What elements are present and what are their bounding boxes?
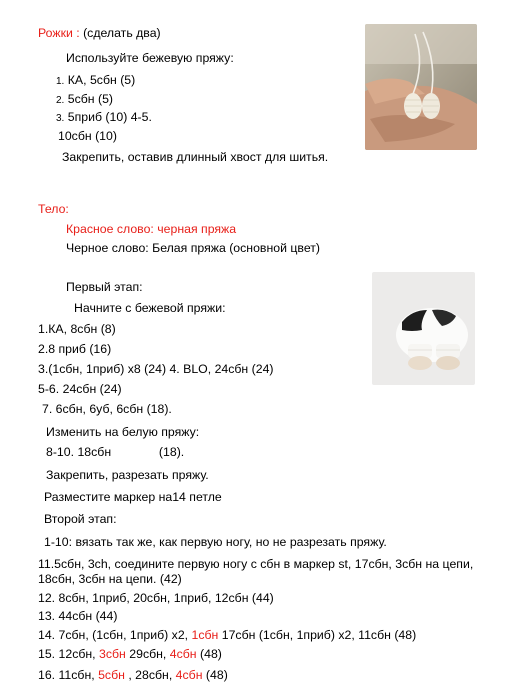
- pattern-row-11-line1: 11.5сбн, 3ch, соедините первую ногу с сбн в маркер st, 17сбн, 3сбн на цепи,: [38, 557, 474, 571]
- pattern-row-13: 13. 44сбн (44): [38, 609, 118, 623]
- row-16-part-black-yarn: 5сбн: [98, 668, 125, 682]
- row-15-part: 29сбн,: [125, 647, 170, 661]
- pattern-row: 7. 6сбн, 6уб, 6сбн (18).: [42, 402, 172, 416]
- legend-black-word: Черное слово: Белая пряжа (основной цвет): [66, 241, 320, 255]
- row-16-part-black-yarn: 4сбн: [175, 668, 203, 682]
- row-15-part: (48): [196, 647, 222, 661]
- pattern-row: 5-6. 24сбн (24): [38, 382, 122, 396]
- stage-1-start-note: Начните с бежевой пряжи:: [74, 301, 226, 315]
- horns-finish: Закрепить, оставив длинный хвост для шитья.: [62, 150, 329, 164]
- hand-holding-horns-image: [365, 24, 477, 150]
- body-heading: Тело:: [38, 202, 69, 216]
- pattern-row-14: [38, 628, 416, 643]
- row-15-part-black-yarn: 3сбн: [99, 647, 126, 661]
- crochet-body-image: [372, 272, 475, 385]
- horns-yarn-note: Используйте бежевую пряжу:: [66, 51, 234, 65]
- horns-heading: Рожки : (сделать два): [38, 26, 161, 40]
- pattern-row-1-10: 1-10: вязать так же, как первую ногу, но не разрезать пряжу.: [44, 535, 387, 549]
- pattern-row-11-line2: 18сбн, 3сбн на цепи. (42): [38, 572, 182, 586]
- row-15-part-black-yarn: 4сбн: [169, 647, 197, 661]
- row-14-part: 17сбн (1сбн, 1приб) x2, 11сбн (48): [218, 628, 417, 642]
- horns-step-2: 2. 5сбн (5): [56, 92, 114, 106]
- row-16-part: , 28сбн,: [124, 668, 176, 682]
- pattern-row-15: [38, 647, 222, 662]
- pattern-row-16: [38, 668, 228, 683]
- row-16-part: 16. 11сбн,: [38, 668, 99, 682]
- pattern-row-12: 12. 8сбн, 1приб, 20сбн, 1приб, 12сбн (44): [38, 591, 274, 605]
- row-16-part: (48): [202, 668, 228, 682]
- legend-red-word: Красное слово: черная пряжа: [66, 222, 237, 236]
- change-yarn-note: Изменить на белую пряжу:: [46, 425, 200, 439]
- marker-note: Разместите маркер на14 петле: [44, 490, 222, 504]
- pattern-row: 1.КА, 8сбн (8): [38, 322, 116, 336]
- horns-photo: [365, 24, 477, 150]
- pattern-row: 3.(1сбн, 1приб) x8 (24) 4. BLO, 24сбн (24): [38, 362, 274, 376]
- horns-step-3: 3. 5приб (10) 4-5.: [56, 110, 152, 124]
- body-photo: [372, 272, 475, 385]
- row-14-part-black-yarn: 1сбн: [191, 628, 219, 642]
- pattern-row-8-10: 8-10. 18сбн (18).: [46, 445, 185, 459]
- row-15-part: 15. 12сбн,: [38, 647, 100, 661]
- stage-2-title: Второй этап:: [44, 512, 117, 526]
- horns-step-1: 1. КА, 5сбн (5): [56, 73, 136, 87]
- fasten-note: Закрепить, разрезать пряжу.: [46, 468, 209, 482]
- horns-row-10: 10сбн (10): [58, 129, 117, 143]
- pattern-row: 2.8 приб (16): [38, 342, 112, 356]
- row-14-part: 14. 7сбн, (1сбн, 1приб) x2,: [38, 628, 192, 642]
- stage-1-title: Первый этап:: [66, 280, 143, 294]
